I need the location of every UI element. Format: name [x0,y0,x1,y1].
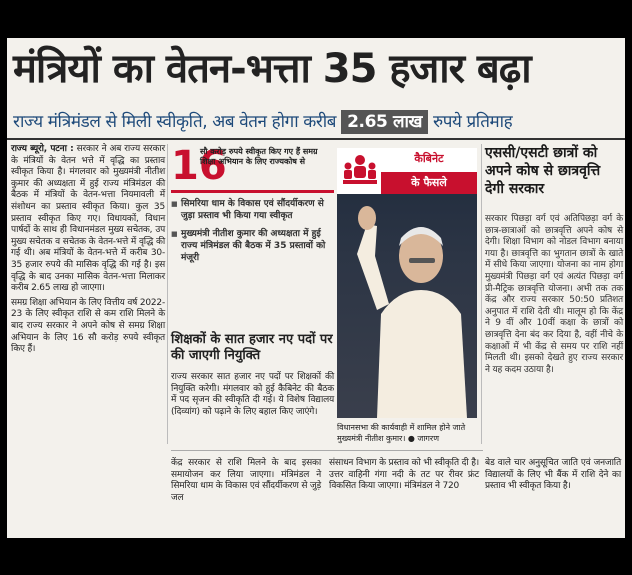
headline: मंत्रियों का वेतन-भत्ता 35 हजार बढ़ा [13,46,531,92]
photo-caption: विधानसभा की कार्यवाही में शामिल होने जाते मुख्यमंत्री नीतीश कुमार। ● जागरण [337,423,466,443]
section-rule [171,450,483,451]
column-divider [167,144,168,444]
bottom-column-3: बेड वाले चार अनुसूचित जाति एवं जनजाति विद्यालयों के लिए भी बैंक में राशि देने का प्रस्ताव भी स्वीकृत किया है। [485,458,621,492]
people-icon [341,152,379,190]
section-heading-teachers: शिक्षकों के सात हजार नए पदों पर की जाएगी नियुक्ति [171,332,333,363]
photo-chief-minister [337,148,477,418]
subhead-text: राज्य मंत्रिमंडल से मिली स्वीकृति, अब वेतन होगा करीब [13,112,342,132]
section-body-scholarship: सरकार पिछड़ा वर्ग एवं अतिपिछड़ा वर्ग के छात्र-छात्राओं को छात्रवृत्ति अपने कोष से देगी। शिक्षा विभाग को नोडल विभाग बनाया गया है। छात्रवृत्ति का भुगतान छात्रों के खाते में सीधे किया जाएगा। योजना का नाम होगा मुख्यमंत्री पिछड़ा वर्ग एवं अत्यंत पिछड़ा वर्ग प्री-मैट्रिक छात्रवृत्ति योजना। अभी तक तक केंद्र और राज्य सरकार 50:50 प्रतिशत अनुपात में राशि देती थी। मालूम हो कि केंद्र ने 9 वीं और 10वीं कक्षा के छात्रों को छात्रवृत्ति देना बंद कर दिया है, वहीं नीचे के कक्षाओं में भी केंद्र से समय पर राशि नहीं मिलती थी। इसको देखते हुए राज्य सरकार ने यह कदम उठाया है। [485,214,623,375]
column-1-body: सरकार ने अब राज्य सरकार के मंत्रियों के वेतन भत्ते में वृद्धि का प्रस्ताव स्वीकृत किया है। मंगलवार को मुख्यमंत्री नीतीश कुमार की अध्यक्षता में हुई राज्य मंत्रिमंडल की बैठक में मंत्रियों के वेतन-भत्ता नियमावली में संशोधन का प्रस्ताव स्वीकृत किया। कुल 35 प्रस्ताव स्वीकृत किए गए। विधायकों, विधान पार्षदों के साथ ही विधानमंडल मुख्य सचेतक, उप मुख्य सचेतक व सचेतक के वेतन-भत्ते में वृद्धि की गई थी। अब मंत्रियों के वेतन-भत्ते में करीब 30-35 हजार रुपये की मासिक वृद्धि की गई है। इस वृद्धि के बाद उनका मासिक वेतन-भत्ता मिलाकर करीब 2.65 लाख हो जाएगा। [11,144,165,294]
cabinet-label: कैबिनेट [414,152,444,165]
bullet-item: ■ मुख्यमंत्री नीतीश कुमार की अध्यक्षता में हुई राज्य मंत्रिमंडल की बैठक में 35 प्रस्तावों को मंजूरी [171,228,334,264]
column-1-body-2: समग्र शिक्षा अभियान के लिए वित्तीय वर्ष 2022-23 के लिए स्वीकृत राशि से कम राशि मिलने के बाद राज्य सरकार ने अपने कोष से समग्र शिक्षा अभियान के लिए 16 सौ करोड़ रुपये स्वीकृत किए हैं। [11,297,165,355]
section-body-teachers: राज्य सरकार सात हजार नए पदों पर शिक्षकों की नियुक्ति करेगी। मंगलवार को हुई कैबिनेट की बैठक में पद सृजन की स्वीकृति दी गई। ये विशेष विद्यालय (दिव्यांग) को पढ़ाने के लिए बहाल किए जाएंगे। [171,372,334,417]
newspaper-clipping [7,38,625,538]
dateline: राज्य ब्यूरो, पटना : [11,144,74,154]
column-divider [481,144,482,444]
highlight-bar [171,190,334,193]
header-rule [7,138,625,140]
bullet-item: ■ सिमरिया धाम के विकास एवं सौंदर्यीकरण से जुड़ा प्रस्ताव भी किया गया स्वीकृत [171,198,334,222]
article-column-1 [11,144,165,356]
highlight-bullets [171,198,334,270]
highlight-number: 16 [171,143,227,189]
cabinet-decisions-label: के फैसले [381,172,477,194]
subhead-highlight: 2.65 लाख [341,110,428,134]
highlight-caption: सौ करोड़ रुपये स्वीकृत किए गए हैं समग्र शिक्षा अभियान के लिए राज्यकोष से [200,147,318,166]
subhead-text-end: रुपये प्रतिमाह [428,112,513,132]
bottom-column-2: संसाधन विभाग के प्रस्ताव को भी स्वीकृति दी है। उत्तर वाहिनी गंगा नदी के तट पर रीवर फ्रंट विकसित किया जाएगा। मंत्रिमंडल ने 720 [329,458,479,492]
section-heading-scholarship: एससी/एसटी छात्रों को अपने कोष से छात्रवृत्ति देगी सरकार [485,145,601,197]
subheadline [13,110,619,134]
bottom-column-1: केंद्र सरकार से राशि मिलने के बाद इसका समायोजन कर लिया जाएगा। मंत्रिमंडल ने सिमरिया धाम के विकास एवं सौंदर्यीकरण से जुड़े जल [171,458,322,503]
person-figure [337,194,477,418]
